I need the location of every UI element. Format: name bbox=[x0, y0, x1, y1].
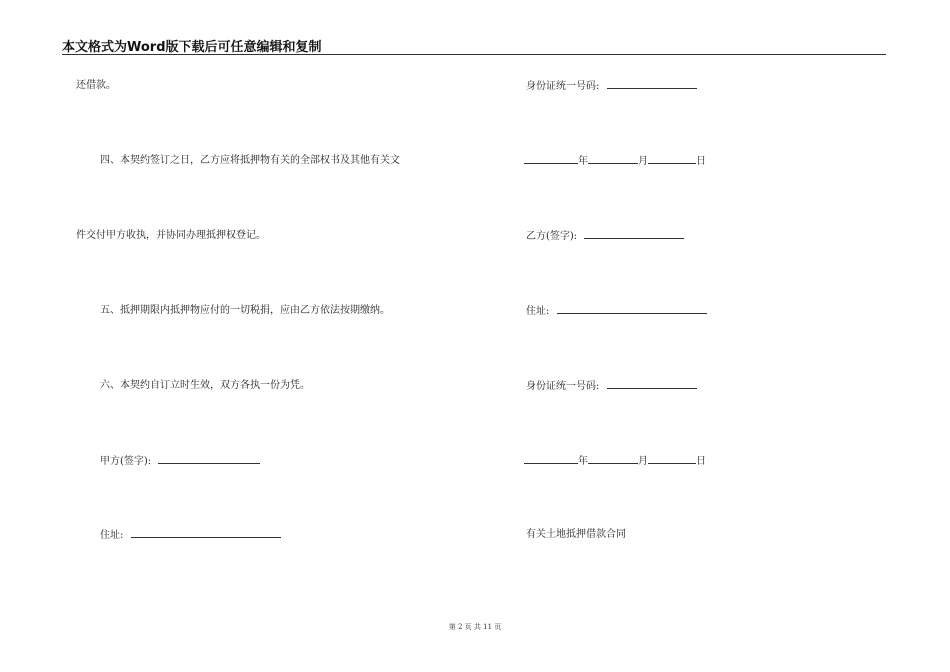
day-label-2: 日 bbox=[696, 456, 706, 467]
header-title: 本文格式为Word版下载后可任意编辑和复制 bbox=[62, 40, 322, 55]
body-line-3: 件交付甲方收执，并协同办理抵押权登记。 bbox=[76, 230, 266, 241]
year-blank-2[interactable] bbox=[524, 454, 578, 464]
id-number-blank-2[interactable] bbox=[607, 379, 697, 389]
party-b-address-label: 住址: bbox=[526, 306, 550, 317]
body-line-2: 四、本契约签订之日，乙方应将抵押物有关的全部权书及其他有关文 bbox=[100, 155, 400, 166]
year-label-2: 年 bbox=[578, 456, 588, 467]
party-a-signature-line bbox=[100, 454, 260, 469]
page-prefix: 第 bbox=[448, 623, 456, 631]
year-label-1: 年 bbox=[578, 156, 588, 167]
body-line-1: 还借款。 bbox=[76, 80, 116, 91]
party-a-signature-blank[interactable] bbox=[158, 454, 260, 464]
id-number-line-2 bbox=[526, 379, 697, 394]
page-mid: 页 共 bbox=[464, 623, 481, 631]
page-current: 2 bbox=[457, 623, 463, 631]
body-line-4: 五、抵押期限内抵押物应付的一切税捐，应由乙方依法按期缴纳。 bbox=[100, 305, 390, 316]
month-label-1: 月 bbox=[638, 156, 648, 167]
page-suffix: 页 bbox=[494, 623, 502, 631]
party-b-signature-line bbox=[526, 229, 684, 244]
day-blank-1[interactable] bbox=[648, 154, 696, 164]
id-number-line-1 bbox=[526, 79, 697, 94]
month-blank-2[interactable] bbox=[588, 454, 638, 464]
id-number-blank-1[interactable] bbox=[607, 79, 697, 89]
party-a-address-blank[interactable] bbox=[131, 528, 281, 538]
party-a-label: 甲方(签字): bbox=[100, 456, 152, 467]
date-line-1 bbox=[524, 154, 706, 169]
month-label-2: 月 bbox=[638, 456, 648, 467]
party-b-address-line bbox=[526, 304, 707, 319]
party-b-address-blank[interactable] bbox=[557, 304, 707, 314]
date-line-2 bbox=[524, 454, 706, 469]
page-number-footer bbox=[0, 622, 950, 632]
page-header bbox=[62, 34, 886, 55]
day-blank-2[interactable] bbox=[648, 454, 696, 464]
day-label-1: 日 bbox=[696, 156, 706, 167]
party-b-signature-blank[interactable] bbox=[584, 229, 684, 239]
id-number-label-1: 身份证统一号码: bbox=[526, 81, 600, 92]
document-title: 有关土地抵押借款合同 bbox=[526, 529, 626, 540]
body-line-5: 六、本契约自订立时生效，双方各执一份为凭。 bbox=[100, 380, 310, 391]
id-number-label-2: 身份证统一号码: bbox=[526, 381, 600, 392]
page-total: 11 bbox=[483, 623, 493, 631]
party-a-address-line bbox=[100, 528, 281, 543]
month-blank-1[interactable] bbox=[588, 154, 638, 164]
party-a-address-label: 住址: bbox=[100, 530, 124, 541]
party-b-label: 乙方(签字): bbox=[526, 231, 578, 242]
year-blank-1[interactable] bbox=[524, 154, 578, 164]
